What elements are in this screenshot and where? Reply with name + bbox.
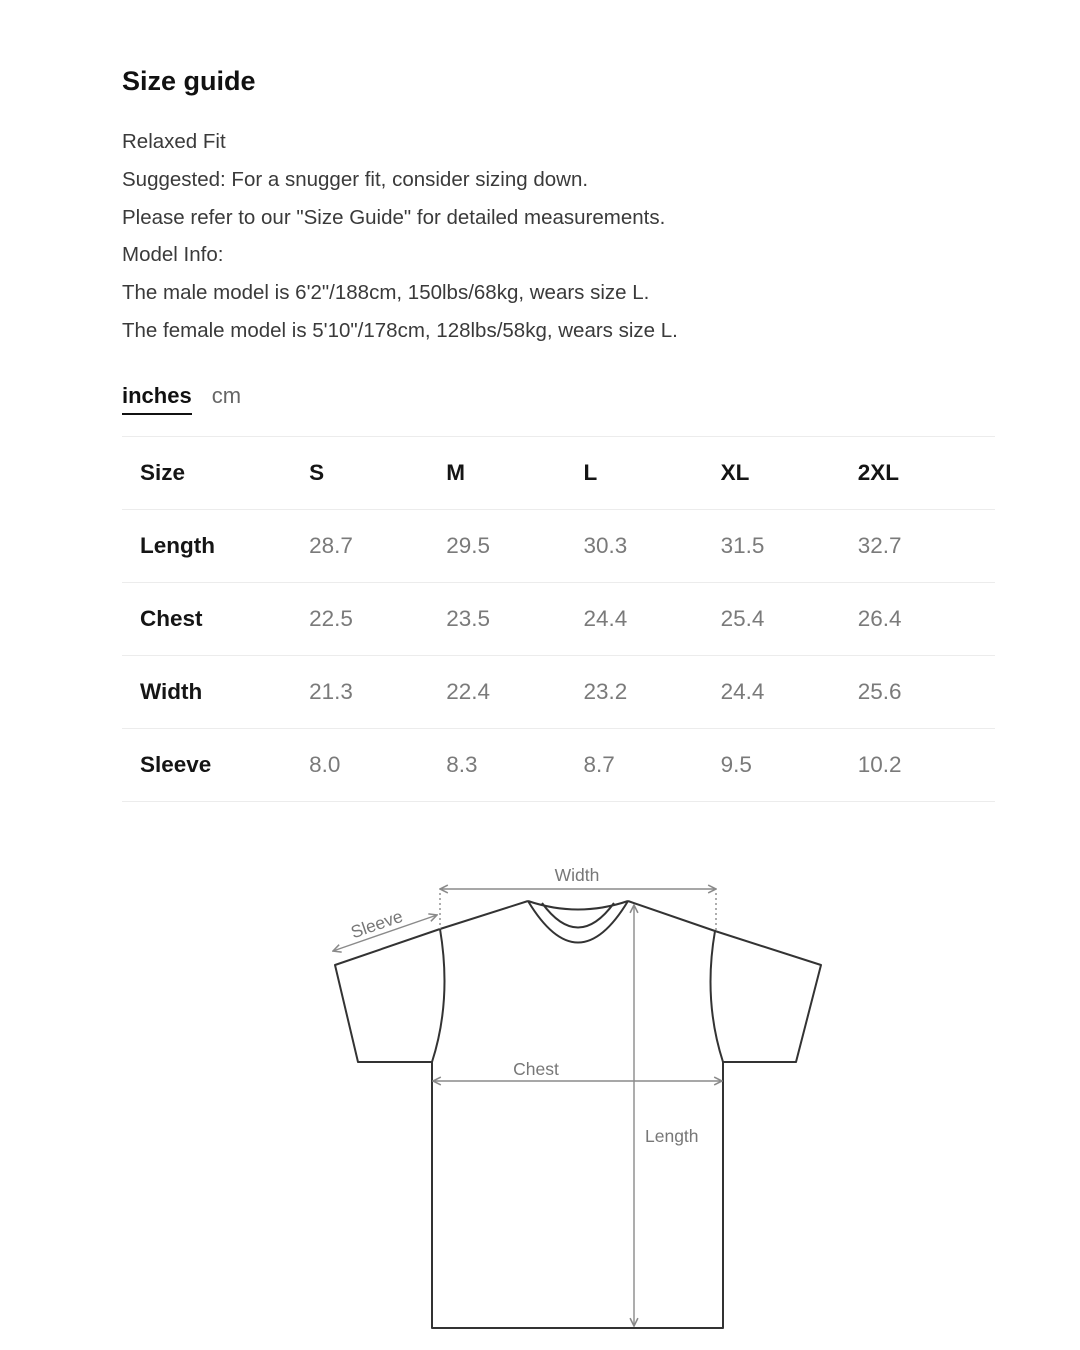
chest-label: Chest bbox=[513, 1059, 559, 1079]
left-sleeve-outline bbox=[335, 929, 440, 1062]
table-cell: 23.2 bbox=[583, 679, 628, 704]
tshirt-outline bbox=[335, 901, 821, 1328]
size-column-header: L bbox=[583, 460, 598, 485]
row-label-length: Length bbox=[140, 533, 215, 558]
table-row bbox=[122, 656, 995, 729]
table-cell: 23.5 bbox=[446, 606, 491, 631]
table-header-row bbox=[122, 437, 995, 510]
size-column-header: S bbox=[309, 460, 325, 485]
table-cell: 22.4 bbox=[446, 679, 491, 704]
table-cell: 31.5 bbox=[720, 533, 765, 558]
table-row bbox=[122, 583, 995, 656]
table-cell: 29.5 bbox=[446, 533, 491, 558]
table-cell: 8.7 bbox=[583, 752, 615, 777]
fit-description bbox=[122, 125, 982, 352]
table-row bbox=[122, 510, 995, 583]
row-label-chest: Chest bbox=[140, 606, 203, 631]
collar-outer bbox=[528, 901, 628, 943]
female-model-info-text: The female model is 5'10"/178cm, 128lbs/58kg, wears size L. bbox=[122, 318, 678, 342]
table-cell: 9.5 bbox=[720, 752, 752, 777]
male-model-info-text: The male model is 6'2"/188cm, 150lbs/68kg, wears size L. bbox=[122, 281, 650, 305]
table-cell: 26.4 bbox=[857, 606, 902, 631]
table-cell: 32.7 bbox=[857, 533, 902, 558]
sizing-suggestion-text: Suggested: For a snugger fit, consider sizing down. bbox=[122, 167, 589, 191]
size-header-cell: Size bbox=[140, 460, 186, 485]
fit-type-text: Relaxed Fit bbox=[122, 130, 226, 153]
table-cell: 24.4 bbox=[583, 606, 628, 631]
table-cell: 24.4 bbox=[720, 679, 765, 704]
table-cell: 10.2 bbox=[857, 752, 902, 777]
table-cell: 28.7 bbox=[309, 533, 353, 558]
sleeve-label: Sleeve bbox=[348, 905, 406, 943]
tshirt-measurement-diagram bbox=[300, 850, 840, 1340]
size-column-header: XL bbox=[720, 460, 750, 485]
table-cell: 21.3 bbox=[309, 679, 353, 704]
unit-tab-cm[interactable]: cm bbox=[211, 383, 242, 408]
table-cell: 25.4 bbox=[720, 606, 765, 631]
tshirt-body-outline bbox=[432, 901, 723, 1328]
table-cell: 30.3 bbox=[583, 533, 628, 558]
size-guide-reference-text: Please refer to our "Size Guide" for detailed measurements. bbox=[122, 205, 666, 229]
collar-seam bbox=[528, 901, 628, 910]
row-label-sleeve: Sleeve bbox=[140, 752, 212, 777]
model-info-heading: Model Info: bbox=[122, 243, 224, 267]
unit-toggle bbox=[122, 381, 241, 415]
size-table bbox=[122, 436, 995, 802]
width-label: Width bbox=[554, 865, 600, 885]
size-column-header: 2XL bbox=[857, 460, 900, 485]
length-label: Length bbox=[645, 1126, 699, 1146]
table-cell: 8.0 bbox=[309, 752, 341, 777]
size-column-header: M bbox=[446, 460, 466, 485]
row-label-width: Width bbox=[140, 679, 203, 704]
table-row bbox=[122, 729, 995, 802]
right-sleeve-outline bbox=[715, 931, 821, 1062]
measurement-guides bbox=[333, 889, 722, 1326]
page-title: Size guide bbox=[122, 66, 256, 96]
table-cell: 25.6 bbox=[857, 679, 902, 704]
table-cell: 22.5 bbox=[309, 606, 353, 631]
table-cell: 8.3 bbox=[446, 752, 478, 777]
unit-tab-inches[interactable]: inches bbox=[122, 381, 192, 415]
